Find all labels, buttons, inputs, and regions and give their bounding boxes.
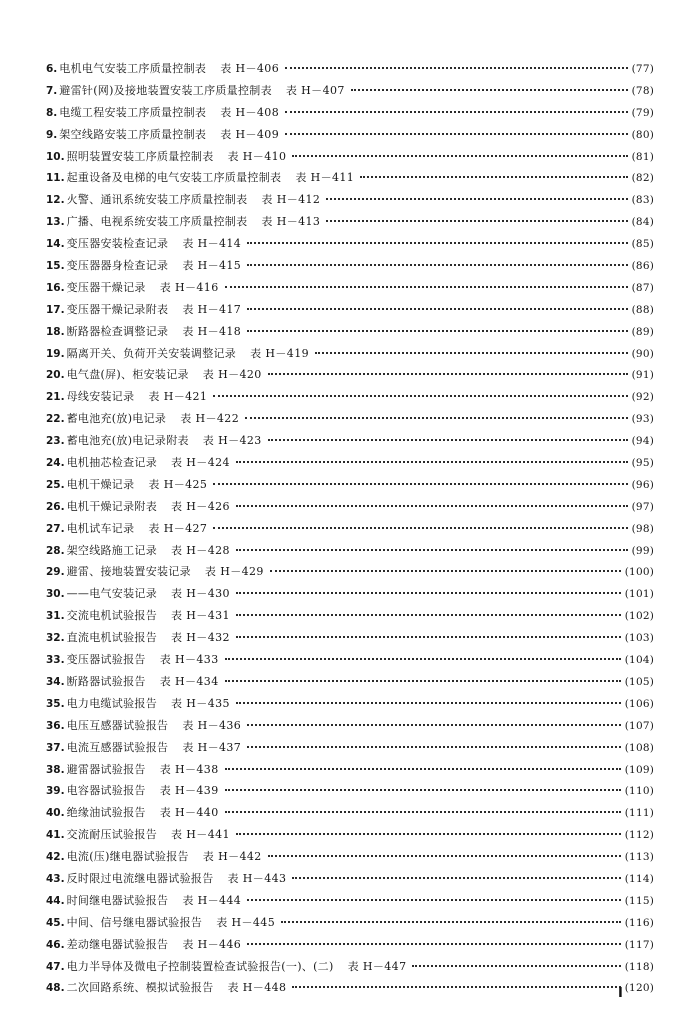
entry-page-number: (96) xyxy=(631,478,654,491)
entry-number: 25. xyxy=(46,478,65,491)
entry-number: 37. xyxy=(46,741,65,754)
entry-page-number: (77) xyxy=(631,63,654,75)
dot-leader xyxy=(292,986,620,988)
toc-entry[interactable] xyxy=(46,627,654,649)
dot-leader xyxy=(292,877,620,879)
entry-page-number: (91) xyxy=(631,369,654,382)
entry-title: 电机电气安装工序质量控制表 xyxy=(59,62,207,75)
entry-table-code: 表 H－408 xyxy=(220,105,280,119)
entry-table-code: 表 H－424 xyxy=(171,456,230,470)
toc-entry[interactable] xyxy=(46,430,654,452)
entry-table-code: 表 H－435 xyxy=(171,696,230,710)
entry-number: 40. xyxy=(46,807,65,820)
entry-number: 23. xyxy=(46,435,65,448)
entry-number: 9. xyxy=(46,128,58,141)
entry-number: 10. xyxy=(46,150,65,163)
toc-entry[interactable] xyxy=(46,977,654,999)
dot-leader xyxy=(285,133,628,135)
entry-title: 变压器干燥记录附表 xyxy=(66,302,169,316)
entry-number: 41. xyxy=(46,829,65,842)
entry-title: 中间、信号继电器试验报告 xyxy=(66,915,203,929)
toc-entry[interactable] xyxy=(46,80,654,102)
toc-entry[interactable] xyxy=(46,277,654,299)
entry-number: 48. xyxy=(46,982,65,995)
entry-number: 26. xyxy=(46,500,65,513)
entry-title: 电容器试验报告 xyxy=(66,784,146,798)
toc-entry[interactable] xyxy=(46,824,654,846)
toc-entry[interactable] xyxy=(46,189,654,211)
dot-leader xyxy=(281,921,621,923)
entry-title: 避雷针(网)及接地装置安装工序质量控制表 xyxy=(59,83,272,97)
toc-entry[interactable] xyxy=(46,737,654,759)
dot-leader xyxy=(213,395,627,397)
dot-leader xyxy=(236,614,621,616)
dot-leader xyxy=(225,286,628,288)
toc-entry[interactable] xyxy=(46,233,654,255)
entry-number: 44. xyxy=(46,894,65,907)
entry-title: 电流互感器试验报告 xyxy=(66,740,169,754)
dot-leader xyxy=(213,483,627,485)
entry-title: 照明装置安装工序质量控制表 xyxy=(66,149,214,163)
entry-page-number: (118) xyxy=(624,960,654,973)
dot-leader xyxy=(412,965,620,967)
entry-number: 32. xyxy=(46,632,65,645)
entry-page-number: (93) xyxy=(631,413,654,426)
entry-page-number: (84) xyxy=(631,216,654,229)
entry-number: 15. xyxy=(46,260,65,273)
dot-leader xyxy=(285,111,628,113)
toc-entry[interactable] xyxy=(46,649,654,671)
entry-table-code: 表 H－436 xyxy=(182,718,242,732)
entry-number: 28. xyxy=(46,544,65,557)
dot-leader xyxy=(213,527,627,529)
entry-page-number: (120) xyxy=(624,982,654,995)
toc-entry[interactable] xyxy=(46,255,654,277)
toc-entry[interactable] xyxy=(46,386,654,408)
entry-table-code: 表 H－419 xyxy=(250,346,309,360)
entry-table-code: 表 H－439 xyxy=(159,784,219,798)
toc-entry[interactable] xyxy=(46,211,654,233)
entry-page-number: (88) xyxy=(631,303,654,316)
toc-entry[interactable] xyxy=(46,452,654,474)
dot-leader xyxy=(247,330,627,332)
entry-table-code: 表 H－437 xyxy=(182,740,242,754)
entry-title: 直流电机试验报告 xyxy=(66,631,158,645)
entry-number: 6. xyxy=(46,63,58,75)
dot-leader xyxy=(236,461,628,463)
entry-number: 45. xyxy=(46,916,65,929)
toc-entry[interactable] xyxy=(46,780,654,802)
dot-leader xyxy=(268,855,621,857)
entry-number: 39. xyxy=(46,785,65,798)
dot-leader xyxy=(292,155,627,157)
dot-leader xyxy=(247,264,627,266)
entry-table-code: 表 H－411 xyxy=(295,171,355,185)
entry-number: 33. xyxy=(46,654,65,667)
dot-leader xyxy=(247,943,621,945)
dot-leader xyxy=(236,833,621,835)
entry-table-code: 表 H－433 xyxy=(159,653,219,667)
toc-entry[interactable] xyxy=(46,167,654,189)
entry-table-code: 表 H－420 xyxy=(202,368,262,382)
entry-number: 34. xyxy=(46,675,65,688)
entry-title: 电缆工程安装工序质量控制表 xyxy=(59,105,207,119)
entry-page-number: (114) xyxy=(624,872,654,885)
entry-title: 变压器干燥记录 xyxy=(66,280,146,294)
entry-table-code: 表 H－428 xyxy=(171,543,230,557)
entry-table-code: 表 H－414 xyxy=(182,237,242,251)
entry-table-code: 表 H－447 xyxy=(347,959,407,973)
entry-title: 绝缘油试验报告 xyxy=(66,806,146,820)
entry-page-number: (83) xyxy=(631,194,654,207)
dot-leader xyxy=(247,746,621,748)
entry-table-code: 表 H－418 xyxy=(182,324,242,338)
entry-table-code: 表 H－448 xyxy=(227,981,287,995)
entry-table-code: 表 H－429 xyxy=(204,565,264,579)
entry-title: 电机试车记录 xyxy=(66,521,135,535)
entry-page-number: (102) xyxy=(624,610,654,623)
entry-number: 43. xyxy=(46,872,65,885)
toc-entry[interactable] xyxy=(46,58,654,80)
entry-page-number: (117) xyxy=(624,938,654,951)
entry-title: 电机干燥记录附表 xyxy=(66,499,158,513)
entry-page-number: (87) xyxy=(631,281,654,294)
entry-number: 14. xyxy=(46,238,65,251)
entry-table-code: 表 H－423 xyxy=(202,434,262,448)
dot-leader xyxy=(247,899,621,901)
entry-number: 16. xyxy=(46,281,65,294)
toc-entry[interactable] xyxy=(46,408,654,430)
entry-page-number: (101) xyxy=(624,588,654,601)
entry-title: 电力半导体及微电子控制装置检查试验报告(一)、(二) xyxy=(66,959,334,973)
entry-table-code: 表 H－445 xyxy=(216,915,276,929)
entry-table-code: 表 H－421 xyxy=(148,390,208,404)
dot-leader xyxy=(247,242,627,244)
entry-page-number: (94) xyxy=(631,435,654,448)
entry-table-code: 表 H－444 xyxy=(182,893,242,907)
entry-table-code: 表 H－417 xyxy=(182,302,242,316)
entry-title: 交流耐压试验报告 xyxy=(66,828,158,842)
dot-leader xyxy=(236,549,628,551)
dot-leader xyxy=(270,570,621,572)
entry-page-number: (104) xyxy=(624,654,654,667)
entry-number: 11. xyxy=(46,172,65,185)
entry-page-number: (115) xyxy=(624,894,654,907)
toc-entry[interactable] xyxy=(46,934,654,956)
entry-table-code: 表 H－422 xyxy=(180,412,240,426)
dot-leader xyxy=(225,789,621,791)
entry-table-code: 表 H－406 xyxy=(220,62,280,75)
toc-entry[interactable] xyxy=(46,321,654,343)
entry-title: 断路器检查调整记录 xyxy=(66,324,169,338)
entry-number: 27. xyxy=(46,522,65,535)
toc-entry[interactable] xyxy=(46,715,654,737)
entry-page-number: (81) xyxy=(631,150,654,163)
entry-title: 变压器安装检查记录 xyxy=(66,237,169,251)
entry-number: 36. xyxy=(46,719,65,732)
entry-title: 架空线路施工记录 xyxy=(66,543,158,557)
toc-entry[interactable] xyxy=(46,868,654,890)
entry-title: 避雷器试验报告 xyxy=(66,762,146,776)
toc-entry[interactable] xyxy=(46,890,654,912)
entry-page-number: (103) xyxy=(624,632,654,645)
toc-entry[interactable] xyxy=(46,299,654,321)
entry-number: 22. xyxy=(46,413,65,426)
entry-table-code: 表 H－446 xyxy=(182,937,242,951)
entry-table-code: 表 H－441 xyxy=(171,828,230,842)
entry-page-number: (82) xyxy=(631,172,654,185)
entry-page-number: (113) xyxy=(624,851,654,864)
entry-number: 30. xyxy=(46,588,65,601)
dot-leader xyxy=(285,67,628,69)
entry-title: 反时限过电流继电器试验报告 xyxy=(66,871,214,885)
entry-title: 蓄电池充(放)电记录附表 xyxy=(66,434,189,448)
entry-table-code: 表 H－412 xyxy=(261,193,321,207)
entry-number: 8. xyxy=(46,106,58,119)
entry-number: 38. xyxy=(46,763,65,776)
toc-entry[interactable] xyxy=(46,474,654,496)
dot-leader xyxy=(225,811,621,813)
entry-number: 24. xyxy=(46,457,65,470)
toc-entry[interactable] xyxy=(46,540,654,562)
entry-table-code: 表 H－442 xyxy=(202,850,262,864)
entry-number: 7. xyxy=(46,84,58,97)
dot-leader xyxy=(236,592,621,594)
entry-page-number: (116) xyxy=(624,916,654,929)
entry-page-number: (89) xyxy=(631,325,654,338)
dot-leader xyxy=(236,636,621,638)
entry-title: 交流电机试验报告 xyxy=(66,609,158,623)
entry-number: 31. xyxy=(46,610,65,623)
entry-table-code: 表 H－431 xyxy=(171,609,230,623)
entry-number: 21. xyxy=(46,391,65,404)
entry-page-number: (97) xyxy=(631,500,654,513)
entry-table-code: 表 H－434 xyxy=(159,674,219,688)
dot-leader xyxy=(247,308,627,310)
toc-entry[interactable] xyxy=(46,671,654,693)
toc-entry[interactable] xyxy=(46,343,654,365)
entry-number: 29. xyxy=(46,566,65,579)
entry-title: 火警、通讯系统安装工序质量控制表 xyxy=(66,193,248,207)
dot-leader xyxy=(236,505,628,507)
toc-entry[interactable] xyxy=(46,561,654,583)
toc-entry[interactable] xyxy=(46,912,654,934)
page-number: I xyxy=(618,986,623,1001)
entry-page-number: (90) xyxy=(631,347,654,360)
entry-page-number: (111) xyxy=(624,807,654,820)
dot-leader xyxy=(245,417,628,419)
entry-number: 42. xyxy=(46,851,65,864)
entry-number: 19. xyxy=(46,347,65,360)
entry-table-code: 表 H－416 xyxy=(159,280,219,294)
entry-title: 变压器器身检查记录 xyxy=(66,259,169,273)
entry-page-number: (105) xyxy=(624,675,654,688)
entry-title: ——电气安装记录 xyxy=(66,587,158,601)
dot-leader xyxy=(268,439,628,441)
entry-title: 时间继电器试验报告 xyxy=(66,893,169,907)
dot-leader xyxy=(315,352,628,354)
dot-leader xyxy=(225,768,621,770)
entry-title: 变压器试验报告 xyxy=(66,653,146,667)
entry-number: 46. xyxy=(46,938,65,951)
entry-number: 20. xyxy=(46,369,65,382)
entry-table-code: 表 H－425 xyxy=(148,477,208,491)
dot-leader xyxy=(247,724,621,726)
entry-table-code: 表 H－415 xyxy=(182,259,242,273)
entry-table-code: 表 H－443 xyxy=(227,871,287,885)
entry-page-number: (106) xyxy=(624,697,654,710)
entry-table-code: 表 H－410 xyxy=(227,149,287,163)
toc-entry[interactable] xyxy=(46,956,654,978)
toc-entry[interactable] xyxy=(46,518,654,540)
table-of-contents xyxy=(46,58,654,999)
entry-table-code: 表 H－440 xyxy=(159,806,219,820)
entry-page-number: (100) xyxy=(624,566,654,579)
toc-entry[interactable] xyxy=(46,693,654,715)
dot-leader xyxy=(326,220,627,222)
entry-title: 架空线路安装工序质量控制表 xyxy=(59,127,207,141)
entry-page-number: (109) xyxy=(624,763,654,776)
entry-title: 断路器试验报告 xyxy=(66,674,146,688)
entry-page-number: (92) xyxy=(631,391,654,404)
toc-entry[interactable] xyxy=(46,364,654,386)
entry-page-number: (107) xyxy=(624,719,654,732)
entry-title: 电机抽芯检查记录 xyxy=(66,456,158,470)
dot-leader xyxy=(225,680,621,682)
toc-entry[interactable] xyxy=(46,605,654,627)
entry-page-number: (95) xyxy=(631,457,654,470)
entry-title: 差动继电器试验报告 xyxy=(66,937,169,951)
entry-title: 起重设备及电梯的电气安装工序质量控制表 xyxy=(66,171,282,185)
toc-entry[interactable] xyxy=(46,124,654,146)
entry-title: 电气盘(屏)、柜安装记录 xyxy=(66,368,189,382)
dot-leader xyxy=(236,702,621,704)
toc-entry[interactable] xyxy=(46,496,654,518)
toc-entry[interactable] xyxy=(46,102,654,124)
entry-title: 电压互感器试验报告 xyxy=(66,718,169,732)
entry-page-number: (108) xyxy=(624,741,654,754)
entry-title: 电流(压)继电器试验报告 xyxy=(66,850,189,864)
entry-table-code: 表 H－413 xyxy=(261,215,321,229)
entry-number: 12. xyxy=(46,194,65,207)
entry-table-code: 表 H－432 xyxy=(171,631,230,645)
dot-leader xyxy=(360,176,627,178)
toc-entry[interactable] xyxy=(46,846,654,868)
entry-title: 二次回路系统、模拟试验报告 xyxy=(66,981,214,995)
entry-title: 隔离开关、负荷开关安装调整记录 xyxy=(66,346,237,360)
entry-page-number: (99) xyxy=(631,544,654,557)
entry-table-code: 表 H－430 xyxy=(171,587,230,601)
dot-leader xyxy=(268,373,628,375)
entry-title: 蓄电池充(放)电记录 xyxy=(66,412,167,426)
entry-number: 35. xyxy=(46,697,65,710)
toc-entry[interactable] xyxy=(46,759,654,781)
entry-number: 18. xyxy=(46,325,65,338)
entry-title: 母线安装记录 xyxy=(66,390,135,404)
entry-title: 广播、电视系统安装工序质量控制表 xyxy=(66,215,248,229)
entry-number: 13. xyxy=(46,216,65,229)
entry-page-number: (98) xyxy=(631,522,654,535)
toc-entry[interactable] xyxy=(46,802,654,824)
entry-number: 17. xyxy=(46,303,65,316)
entry-title: 电力电缆试验报告 xyxy=(66,696,158,710)
entry-table-code: 表 H－409 xyxy=(220,127,280,141)
entry-page-number: (78) xyxy=(631,84,654,97)
toc-entry[interactable] xyxy=(46,146,654,168)
entry-page-number: (79) xyxy=(631,106,654,119)
entry-table-code: 表 H－427 xyxy=(148,521,208,535)
entry-page-number: (85) xyxy=(631,238,654,251)
entry-page-number: (80) xyxy=(631,128,654,141)
entry-page-number: (112) xyxy=(624,829,654,842)
entry-table-code: 表 H－438 xyxy=(159,762,219,776)
entry-number: 47. xyxy=(46,960,65,973)
entry-table-code: 表 H－426 xyxy=(171,499,230,513)
entry-title: 避雷、接地装置安装记录 xyxy=(66,565,191,579)
entry-table-code: 表 H－407 xyxy=(285,83,345,97)
dot-leader xyxy=(225,658,621,660)
toc-entry[interactable] xyxy=(46,583,654,605)
dot-leader xyxy=(351,89,628,91)
entry-page-number: (86) xyxy=(631,260,654,273)
dot-leader xyxy=(326,198,627,200)
entry-title: 电机干燥记录 xyxy=(66,477,135,491)
entry-page-number: (110) xyxy=(624,785,654,798)
